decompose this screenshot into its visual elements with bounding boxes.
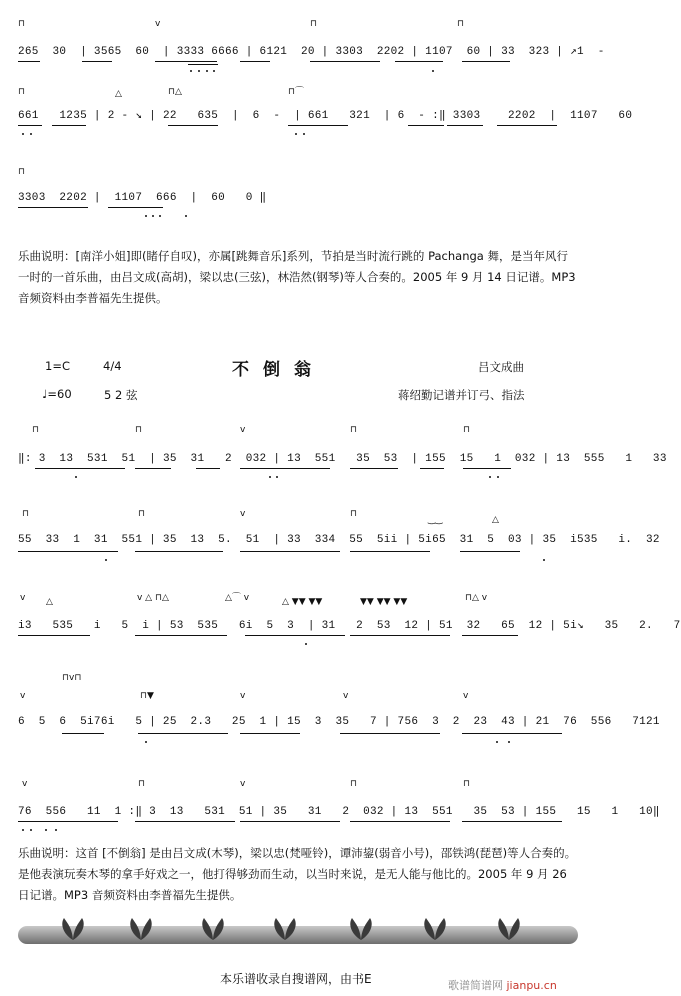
down-bow-mark: ⊓ bbox=[18, 167, 26, 177]
up-bow-mark: v bbox=[463, 691, 469, 701]
down-bow-mark: ⊓ bbox=[457, 19, 465, 29]
accent-mark: △ ▼▼ ▼▼ bbox=[282, 597, 323, 607]
leaf-ornament-icon bbox=[58, 916, 88, 942]
leaf-ornament-icon bbox=[420, 916, 450, 942]
up-bow-mark: v bbox=[240, 425, 246, 435]
score-row: 3303 2202 | 1107 666 | 60 0 ‖ bbox=[18, 192, 267, 204]
up-bow-mark: v bbox=[240, 509, 246, 519]
music-description: 乐曲说明：[南洋小姐]即(睹仔自叹)，亦属[跳舞音乐]系列，节拍是当时流行跳的 Pachanga 舞，是当年风行一时的一首乐曲，由吕文成(高胡)，梁以忠(三弦)，林浩然(钢琴)等人合奏的。2005 年 9 月 14 日记谱。MP3 音频资料由李普福先生提供。 bbox=[18, 249, 576, 305]
string-tuning: 5 2 弦 bbox=[104, 388, 138, 402]
accent-mark: △ bbox=[46, 597, 53, 607]
accent-mark: △⌒ v bbox=[225, 593, 250, 603]
score-row: 265 30 | 3565 60 | 3333 6666 | 6121 20 | 3303 2202 | 1107 60 | 33 323 | ↗1 - bbox=[18, 46, 605, 58]
accent-mark: ▼▼ ▼▼ ▼▼ bbox=[360, 597, 408, 607]
up-bow-mark: v bbox=[343, 691, 349, 701]
leaf-ornament-icon bbox=[198, 916, 228, 942]
footer-source-text: 本乐谱收录自搜谱网，由书E bbox=[220, 972, 372, 986]
down-bow-mark: ⊓△ v bbox=[465, 593, 488, 603]
down-bow-mark: ⊓ bbox=[463, 779, 471, 789]
site-watermark: 歌谱简谱网 jianpu.cn bbox=[448, 979, 557, 992]
down-bow-mark: ⊓ bbox=[135, 425, 143, 435]
composer: 吕文成曲 bbox=[478, 360, 524, 374]
tempo: ♩=60 bbox=[42, 387, 72, 401]
time-signature: 4/4 bbox=[103, 359, 122, 373]
down-bow-mark: ⊓ bbox=[18, 19, 26, 29]
score-row: 6 5 6 5i76i 5 | 25 2.3 25 1 | 15 3 35 7 | 756 3 2 23 43 | 21 76 556 7121 bbox=[18, 716, 660, 728]
key-signature: 1=C bbox=[45, 359, 70, 373]
leaf-ornament-icon bbox=[126, 916, 156, 942]
down-bow-mark: ⊓▼ bbox=[140, 691, 154, 701]
score-row: 55 33 1 31 551 | 35 13 5. 51 | 33 334 55 5ii | 5i65 31 5 03 | 35 i535 i. 32 bbox=[18, 534, 660, 546]
up-bow-mark: v bbox=[20, 691, 26, 701]
up-bow-mark: v bbox=[155, 19, 161, 29]
down-bow-mark: ⊓ bbox=[18, 87, 26, 97]
down-bow-mark: ⊓ bbox=[22, 509, 30, 519]
bowing-mark: ⊓v⊓ bbox=[62, 673, 82, 683]
transcriber: 蒋绍勤记谱并订弓、指法 bbox=[398, 388, 525, 402]
leaf-ornament-icon bbox=[270, 916, 300, 942]
accent-mark: △ bbox=[115, 89, 122, 99]
down-bow-mark: ⊓ bbox=[463, 425, 471, 435]
down-bow-mark: ⊓ bbox=[138, 509, 146, 519]
down-bow-mark: ⊓ bbox=[32, 425, 40, 435]
down-bow-mark: ⊓ bbox=[310, 19, 318, 29]
accent-mark: △ bbox=[492, 515, 499, 525]
up-bow-mark: v bbox=[22, 779, 28, 789]
up-bow-mark: v bbox=[20, 593, 26, 603]
slur-mark: ‿‿ bbox=[428, 515, 443, 525]
score-row: 661 1235 | 2 - ↘ | 22 635 | 6 - | 661 321 | 6 - :‖ 3303 2202 | 1107 60 bbox=[18, 110, 633, 122]
song-title: 不倒翁 bbox=[232, 360, 325, 380]
score-row: ‖: 3 13 531 51 | 35 31 2 032 | 13 551 35 53 | 155 15 1 032 | 13 555 1 33 bbox=[18, 453, 667, 465]
up-bow-mark: v △ ⊓△ bbox=[137, 593, 169, 603]
down-bow-mark: ⊓ bbox=[350, 779, 358, 789]
down-bow-mark: ⊓ bbox=[350, 425, 358, 435]
down-bow-mark: ⊓ bbox=[350, 509, 358, 519]
down-bow-mark: ⊓ bbox=[138, 779, 146, 789]
music-description: 乐曲说明：这首 [不倒翁] 是由吕文成(木琴)，梁以忠(梵哑铃)，谭沛鋆(弱音小号)，邵铁鸿(琵琶)等人合奏的。是他表演玩奏木琴的拿手好戏之一，他打得够劲而生动，以当时来说，是无人能与他比的。2005 年 9 月 26 日记谱。MP3 音频资料由李普福先生提供。 bbox=[18, 846, 577, 902]
down-bow-mark: ⊓△ bbox=[168, 87, 182, 97]
score-row: i3 535 i 5 i | 53 535 6i 5 3 | 31 2 53 12 | 51 32 65 12 | 5i↘ 35 2. 7 bbox=[18, 620, 681, 632]
down-bow-mark: ⊓⌒ bbox=[288, 87, 305, 97]
up-bow-mark: v bbox=[240, 691, 246, 701]
up-bow-mark: v bbox=[240, 779, 246, 789]
leaf-ornament-icon bbox=[494, 916, 524, 942]
leaf-ornament-icon bbox=[346, 916, 376, 942]
score-row: 76 556 11 1 :‖ 3 13 531 51 | 35 31 2 032 | 13 551 35 53 | 155 15 1 10‖ bbox=[18, 806, 660, 818]
